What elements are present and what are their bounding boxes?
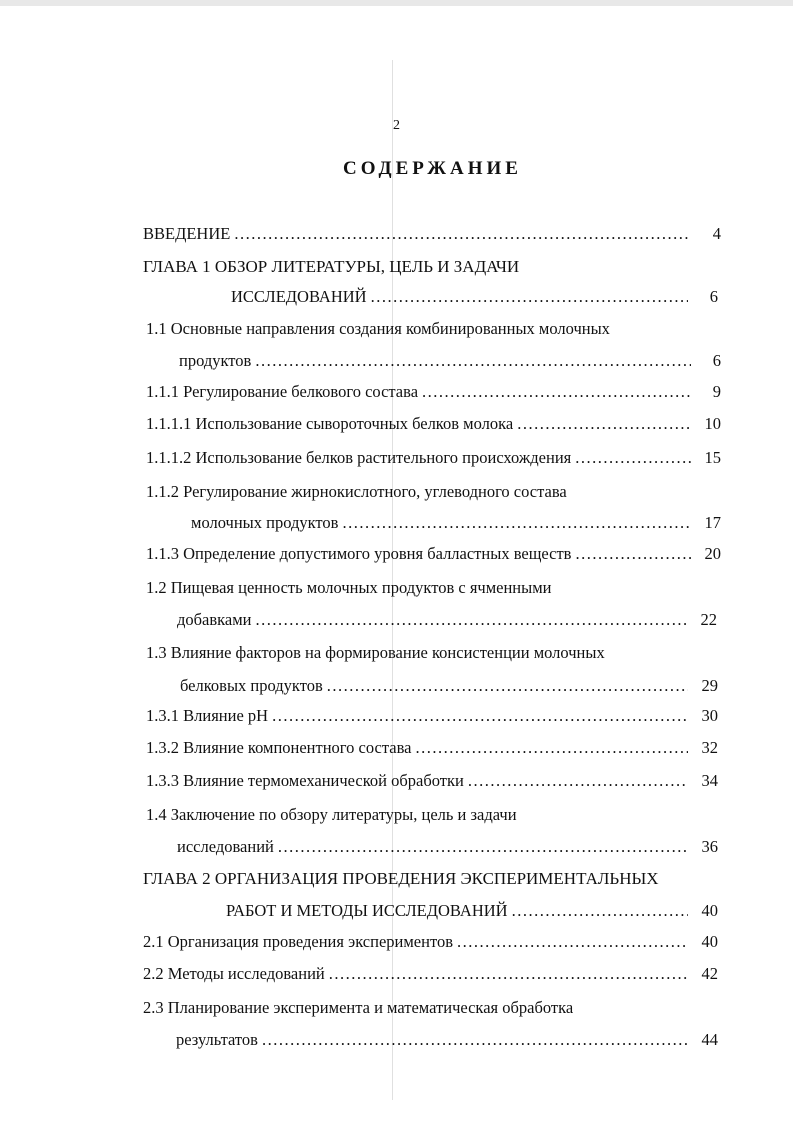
- leader-dots: [278, 836, 688, 858]
- toc-chapter-2-line1: ГЛАВА 2 ОРГАНИЗАЦИЯ ПРОВЕДЕНИЯ ЭКСПЕРИМЕНТАЛЬНЫХ: [143, 869, 659, 888]
- leader-dots: [256, 609, 687, 631]
- toc-section-1-4-line1: 1.4 Заключение по обзору литературы, цель и задачи: [146, 805, 517, 824]
- leader-dots: [272, 705, 688, 727]
- page-number: 2: [393, 118, 400, 133]
- toc-entry-1-1: [179, 350, 721, 372]
- toc-section-1-1-2-line1: 1.1.2 Регулирование жирнокислотного, углеводного состава: [146, 482, 567, 501]
- toc-section-1-2-line1: 1.2 Пищевая ценность молочных продуктов с ячменными: [146, 578, 552, 597]
- toc-entry-1-3: [180, 675, 718, 697]
- leader-dots: [342, 512, 691, 534]
- toc-entry-vvedenie: [143, 223, 721, 245]
- toc-entry-2-1: [143, 931, 718, 953]
- toc-page-number: 40: [701, 901, 718, 920]
- toc-section-1-1-line1: 1.1 Основные направления создания комбинированных молочных: [146, 319, 610, 338]
- toc-entry-chapter-1: [231, 286, 718, 308]
- leader-dots: [457, 931, 688, 953]
- toc-page-number: 34: [701, 771, 718, 790]
- leader-dots: [575, 447, 691, 469]
- toc-entry-2-2: [143, 963, 718, 985]
- toc-page-number: 4: [712, 224, 721, 243]
- leader-dots: [468, 770, 688, 792]
- toc-entry-1-3-2: [146, 737, 718, 759]
- toc-entry-1-1-2: [191, 512, 721, 534]
- toc-entry-text: результатов: [176, 1030, 258, 1049]
- toc-page-number: 32: [701, 738, 718, 757]
- toc-page-number: 40: [701, 932, 718, 951]
- toc-entry-text: РАБОТ И МЕТОДЫ ИССЛЕДОВАНИЙ: [226, 901, 508, 920]
- toc-page-number: 36: [701, 837, 718, 856]
- toc-entry-text: ИССЛЕДОВАНИЙ: [231, 287, 367, 306]
- toc-entry-text: 2.1 Организация проведения экспериментов: [143, 932, 453, 951]
- toc-entry-text: 1.1.1.2 Использование белков растительного происхождения: [146, 448, 572, 467]
- toc-entry-text: добавками: [177, 610, 252, 629]
- toc-entry-1-1-1: [146, 381, 721, 403]
- leader-dots: [371, 286, 688, 308]
- toc-entry-text: 1.3.2 Влияние компонентного состава: [146, 738, 412, 757]
- toc-page-number: 15: [704, 448, 721, 467]
- toc-entry-text: 2.2 Методы исследований: [143, 964, 325, 983]
- toc-page-number: 17: [704, 513, 721, 532]
- toc-entry-1-1-1-1: [146, 413, 721, 435]
- toc-entry-1-4: [177, 836, 718, 858]
- leader-dots: [415, 737, 688, 759]
- toc-page-number: 22: [700, 610, 717, 629]
- toc-section-1-3-line1: 1.3 Влияние факторов на формирование консистенции молочных: [146, 643, 605, 662]
- leader-dots: [517, 413, 691, 435]
- leader-dots: [422, 381, 691, 403]
- page-title: СОДЕРЖАНИЕ: [343, 158, 522, 179]
- toc-section-2-3-line1: 2.3 Планирование эксперимента и математическая обработка: [143, 998, 574, 1017]
- leader-dots: [575, 543, 691, 565]
- toc-entry-2-3: [176, 1029, 718, 1051]
- toc-entry-1-1-3: [146, 543, 721, 565]
- toc-entry-text: 1.1.3 Определение допустимого уровня балластных веществ: [146, 544, 572, 563]
- toc-entry-text: 1.3.3 Влияние термомеханической обработки: [146, 771, 464, 790]
- toc-entry-text: 1.1.1 Регулирование белкового состава: [146, 382, 419, 401]
- toc-entry-text: 1.1.1.1 Использование сывороточных белков молока: [146, 414, 514, 433]
- toc-page-number: 44: [701, 1030, 718, 1049]
- toc-entry-1-1-1-2: [146, 447, 721, 469]
- toc-page-number: 30: [701, 706, 718, 725]
- leader-dots: [327, 675, 688, 697]
- toc-entry-text: белковых продуктов: [180, 676, 323, 695]
- toc-page-number: 10: [704, 414, 721, 433]
- leader-dots: [512, 900, 688, 922]
- toc-entry-text: продуктов: [179, 351, 252, 370]
- leader-dots: [262, 1029, 688, 1051]
- toc-page-number: 9: [712, 382, 721, 401]
- toc-entry-text: 1.3.1 Влияние pH: [146, 706, 269, 725]
- leader-dots: [255, 350, 691, 372]
- toc-chapter-1-line1: ГЛАВА 1 ОБЗОР ЛИТЕРАТУРЫ, ЦЕЛЬ И ЗАДАЧИ: [143, 257, 520, 276]
- toc-page-number: 42: [701, 964, 718, 983]
- toc-entry-1-3-1: [146, 705, 718, 727]
- toc-entry-1-2: [177, 609, 717, 631]
- toc-entry-text: исследований: [177, 837, 274, 856]
- toc-entry-chapter-2: [226, 900, 718, 922]
- toc-page-number: 6: [709, 287, 718, 306]
- toc-entry-1-3-3: [146, 770, 718, 792]
- leader-dots: [234, 223, 691, 245]
- toc-entry-text: ВВЕДЕНИЕ: [143, 224, 231, 243]
- leader-dots: [329, 963, 688, 985]
- toc-page-number: 6: [712, 351, 721, 370]
- toc-page-number: 29: [701, 676, 718, 695]
- toc-page-number: 20: [704, 544, 721, 563]
- toc-entry-text: молочных продуктов: [191, 513, 339, 532]
